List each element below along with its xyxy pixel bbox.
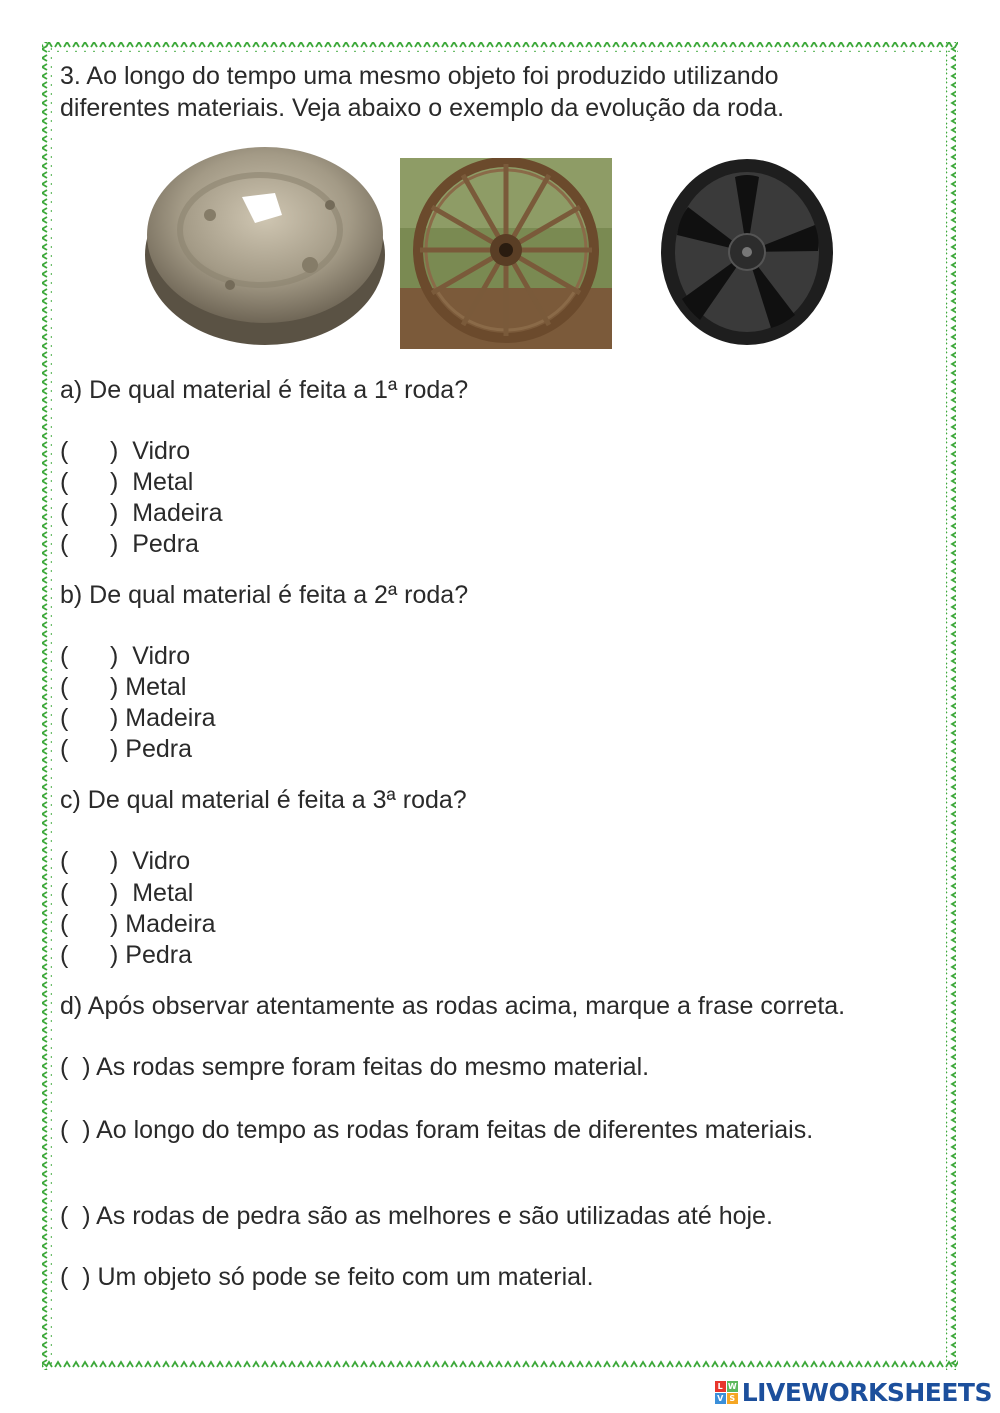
liveworksheets-logo[interactable] xyxy=(715,1378,992,1407)
question-a-option-vidro[interactable]: ( ) Vidro xyxy=(60,437,191,465)
logo-letter: V xyxy=(715,1393,726,1404)
stone-wheel-image xyxy=(140,135,390,350)
question-a-option-madeira[interactable]: ( ) Madeira xyxy=(60,499,223,527)
intro-line-2: diferentes materiais. Veja abaixo o exemplo da evolução da roda. xyxy=(60,94,785,122)
logo-letter: W xyxy=(727,1382,737,1391)
question-d-option-2[interactable]: ( ) Ao longo do tempo as rodas foram feitas de diferentes materiais. xyxy=(60,1116,814,1144)
question-b-option-vidro[interactable]: ( ) Vidro xyxy=(60,642,191,670)
question-b-option-metal[interactable]: ( ) Metal xyxy=(60,673,187,701)
logo-mark-icon xyxy=(715,1381,738,1404)
intro-line-1: 3. Ao longo do tempo uma mesmo objeto foi produzido utilizando xyxy=(60,62,779,90)
question-c-text: c) De qual material é feita a 3ª roda? xyxy=(60,786,467,814)
question-c-option-pedra[interactable]: ( ) Pedra xyxy=(60,941,192,969)
question-c-option-metal[interactable]: ( ) Metal xyxy=(60,879,194,907)
question-c-option-vidro[interactable]: ( ) Vidro xyxy=(60,847,191,875)
metal-wheel-image xyxy=(655,155,835,350)
question-a-text: a) De qual material é feita a 1ª roda? xyxy=(60,376,469,404)
logo-letter: L xyxy=(715,1381,726,1392)
question-a-option-metal[interactable]: ( ) Metal xyxy=(60,468,194,496)
question-b-option-pedra[interactable]: ( ) Pedra xyxy=(60,735,192,763)
logo-letter: S xyxy=(727,1393,738,1404)
question-d-option-3[interactable]: ( ) As rodas de pedra são as melhores e são utilizadas até hoje. xyxy=(60,1202,773,1230)
question-b-text: b) De qual material é feita a 2ª roda? xyxy=(60,581,469,609)
question-d-text: d) Após observar atentamente as rodas acima, marque a frase correta. xyxy=(60,992,846,1020)
question-d-option-1[interactable]: ( ) As rodas sempre foram feitas do mesmo material. xyxy=(60,1053,650,1081)
wooden-wheel-image xyxy=(400,158,612,349)
question-c-option-madeira[interactable]: ( ) Madeira xyxy=(60,910,216,938)
question-a-option-pedra[interactable]: ( ) Pedra xyxy=(60,530,199,558)
logo-text: LIVEWORKSHEETS xyxy=(741,1378,992,1407)
question-d-option-4[interactable]: ( ) Um objeto só pode se feito com um material. xyxy=(60,1263,594,1291)
question-b-option-madeira[interactable]: ( ) Madeira xyxy=(60,704,216,732)
question-intro xyxy=(60,60,784,124)
